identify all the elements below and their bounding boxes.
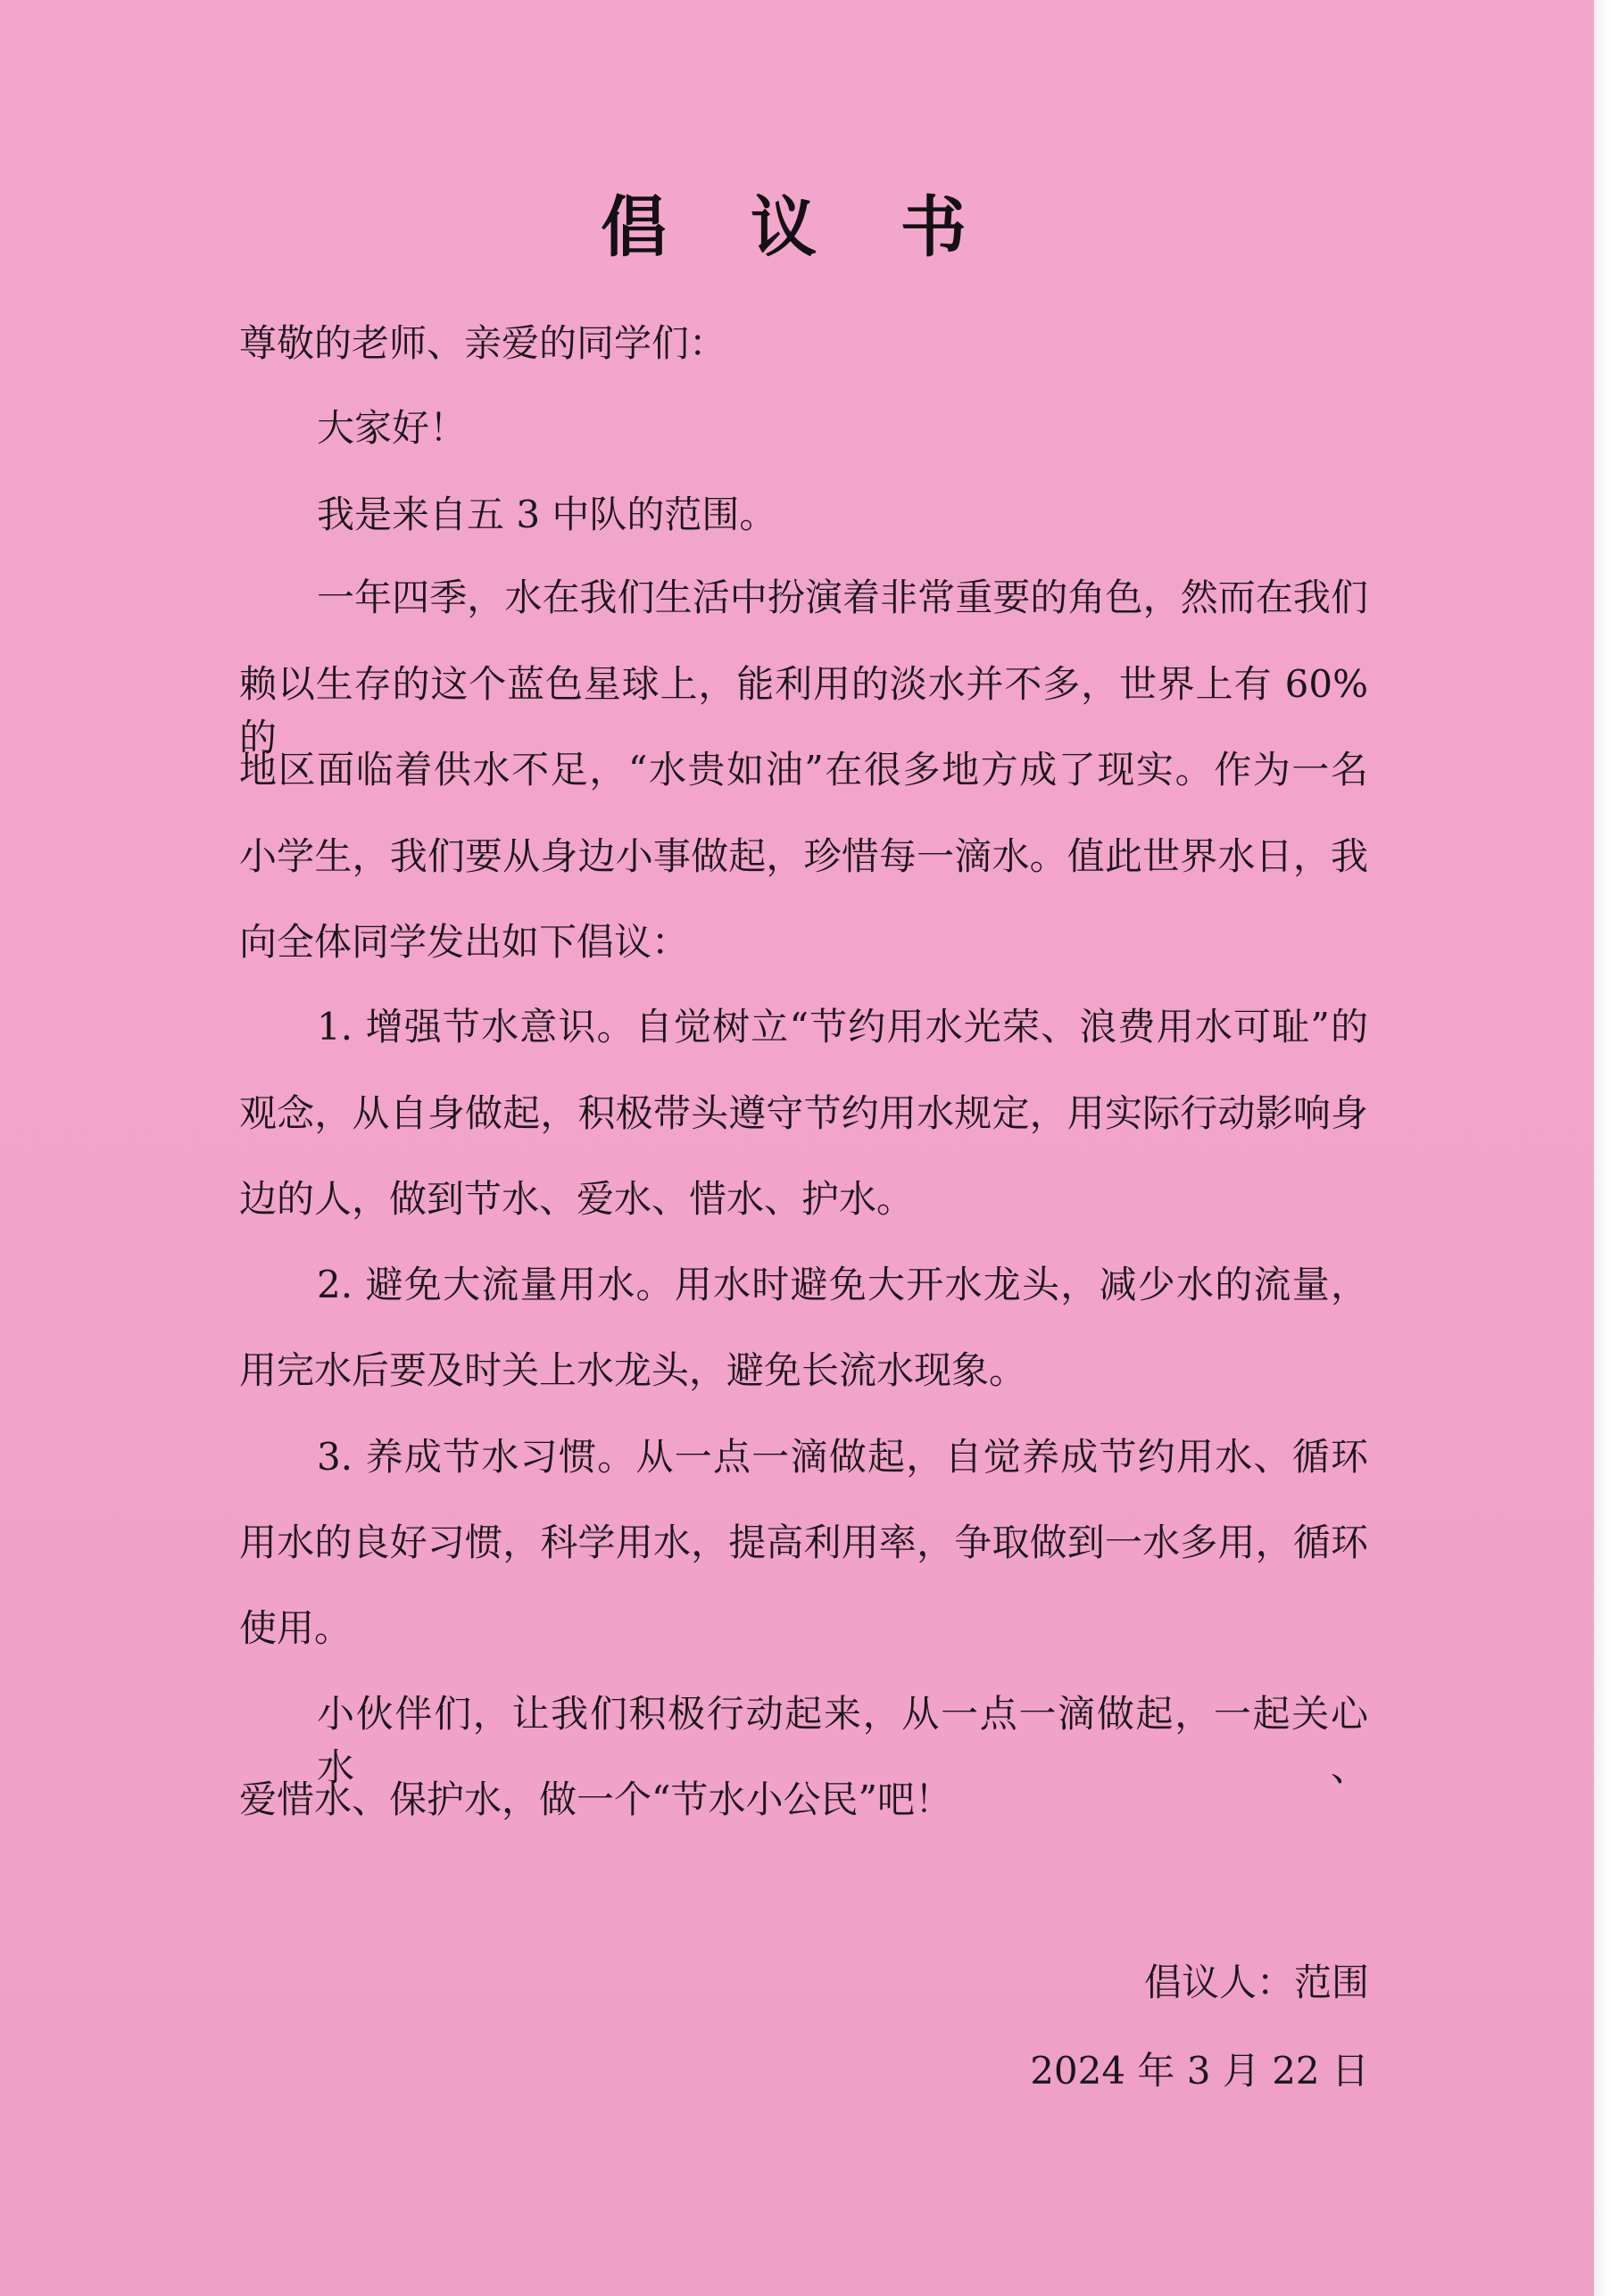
item-line: 用水的良好习惯，科学用水，提高利用率，争取做到一水多用，循环	[239, 1521, 1368, 1564]
paragraph-line: 一年四季，水在我们生活中扮演着非常重要的角色，然而在我们	[317, 576, 1368, 619]
salutation: 尊敬的老师、亲爱的同学们：	[239, 321, 727, 365]
paragraph-line: 地区面临着供水不足，“水贵如油”在很多地方成了现实。作为一名	[239, 748, 1368, 792]
date: 2024 年 3 月 22 日	[1030, 2049, 1369, 2093]
closing-line: 小伙伴们，让我们积极行动起来，从一点一滴做起，一起关心水、	[317, 1692, 1368, 1789]
item-line: 使用。	[239, 1606, 353, 1650]
paragraph-line: 赖以生存的这个蓝色星球上，能利用的淡水并不多，世界上有 60%的	[239, 662, 1368, 759]
page-edge	[1594, 0, 1610, 2296]
item-line: 边的人，做到节水、爱水、惜水、护水。	[239, 1177, 915, 1221]
paragraph-line: 向全体同学发出如下倡议：	[239, 920, 690, 964]
item-line: 用完水后要及时关上水龙头，避免长流水现象。	[239, 1348, 1027, 1392]
item-line: 观念，从自身做起，积极带头遵守节约用水规定，用实际行动影响身	[239, 1091, 1368, 1135]
paragraph-line: 小学生，我们要从身边小事做起，珍惜每一滴水。值此世界水日，我	[239, 834, 1368, 878]
greeting: 大家好！	[317, 406, 468, 450]
item-line: 2. 避免大流量用水。用水时避免大开水龙头，减少水的流量，	[317, 1263, 1368, 1306]
closing-line: 爱惜水、保护水，做一个“节水小公民”吧！	[239, 1778, 952, 1821]
item-line: 3. 养成节水习惯。从一点一滴做起，自觉养成节约用水、循环	[317, 1435, 1368, 1479]
item-line: 1. 增强节水意识。自觉树立“节约用水光荣、浪费用水可耻”的	[317, 1005, 1368, 1049]
intro-line: 我是来自五 3 中队的范围。	[317, 493, 777, 536]
signer: 倡议人：范围	[1143, 1960, 1369, 2004]
document-title: 倡 议 书	[601, 189, 997, 266]
